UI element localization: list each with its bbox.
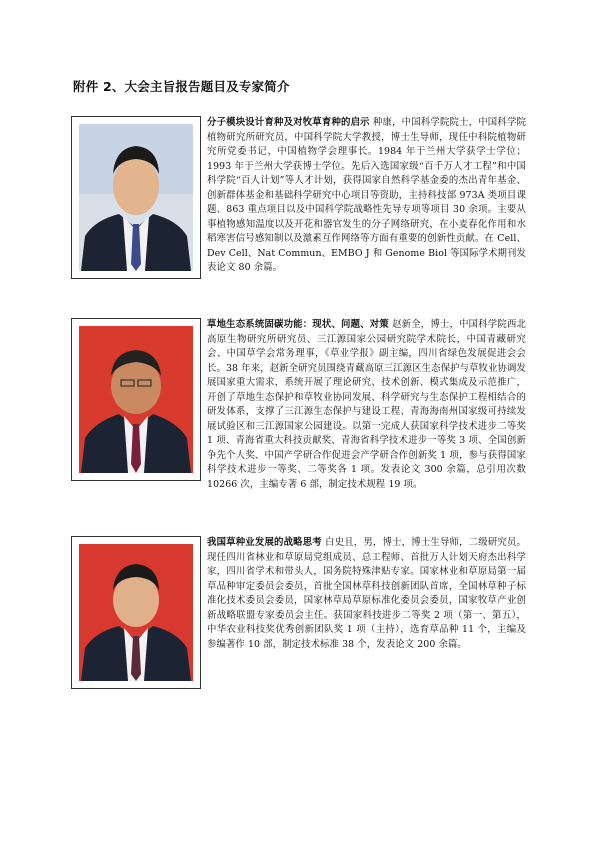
bio-text: 种康，中国科学院院士，中国科学院植物研究所研究员，中国科学院大学教授，博士生导师，现任中科院植物研究所党委书记、中国植物学会理事长。1984 年于兰州大学获学士学位；1993 年于兰州大学获博士学位。先后入选国家级“百千万人才工程”和中国科学院“百人计划”等人才计划，获得国家自然科学基金委的杰出青年基金、创新群体基金和基础科学研究中心项目等资助，主持科技部 973A 类项目课题、863 重点项目以及中国科学院战略性先导专项等项目 30 余项。主要从事植物感知温度以及开花和器官发生的分子网络研究，在小麦春化作用和水稻寒害信号感知制以及激素互作网络等方面有重要的创新性贡献。在 Cell、Dev Cell、Nat Commun、EMBO J 和 Genome Biol 等国际学术期刊发表论文 80 余篇。: [207, 117, 526, 273]
bio-text: 白史且，男，博士，博士生导师，二级研究员。现任四川省林业和草原局党组成员、总工程师、首批万人计划天府杰出科学家，四川省学术和带头人，国务院特殊津贴专家。国家林业和草原局第一届草品种审定委员会委员，首批全国林草科技创新团队首席，全国林草种子标准化技术委员会委员，国家林草局草原标准化委员会委员，国家牧草产业创新战略联盟专家委员会主任。获国家科技进步二等奖 2 项（第一、第五），中华农业科技奖优秀创新团队奖 1 项（主持），选育草品种 11 个，主编及参编著作 10 部，制定技术标准 38 个，发表论文 200 余篇。: [207, 537, 527, 650]
expert-entry-3: [71, 536, 526, 689]
talk-title: 分子模块设计育种及对牧草育种的启示: [207, 117, 370, 128]
expert-entry-2: [71, 318, 526, 492]
expert-photo-frame: [71, 116, 201, 279]
expert-photo-frame: [71, 318, 201, 481]
page-title: 附件 2、大会主旨报告题目及专家简介: [73, 79, 290, 94]
bio-text: 赵新全，博士，中国科学院西北高原生物研究所研究员、三江源国家公园研究院学术院长，中国青藏研究会、中国草学会常务理事，《草业学报》副主编，四川省绿色发展促进会会长。38 年来，赵新全研究员围绕青藏高原三江源区生态保护与草牧业协调发展国家重大需求，系统开展了理论研究、技术创新、模式集成及示范推广，开创了草地生态保护和草牧业协同发展、科学研究与生态保护工程相结合的研发体系，支撑了三江源生态保护与建设工程、青海海南州国家级可持续发展试验区和三江源国家公园建设。以第一完成人获国家科学技术进步二等奖 1 项、青海省重大科技贡献奖、青海省科学技术进步一等奖 3 项、全国创新争先个人奖、中国产学研合作促进会产学研合作创新奖 1 项，参与获得国家科学技术进步一等奖、二等奖各 1 项。发表论文 300 余篇，总引用次数 10266 次，主编专著 6 部，制定技术规程 19 项。: [207, 319, 526, 490]
talk-title: 草地生态系统固碳功能：现状、问题、对策: [207, 319, 389, 330]
expert-photo-frame: [71, 536, 201, 689]
talk-title: 我国草种业发展的战略思考: [207, 537, 322, 548]
portrait-photo-icon: [79, 124, 193, 271]
portrait-photo-icon: [79, 544, 193, 681]
portrait-photo-icon: [79, 326, 193, 473]
expert-entry-1: [71, 116, 526, 279]
